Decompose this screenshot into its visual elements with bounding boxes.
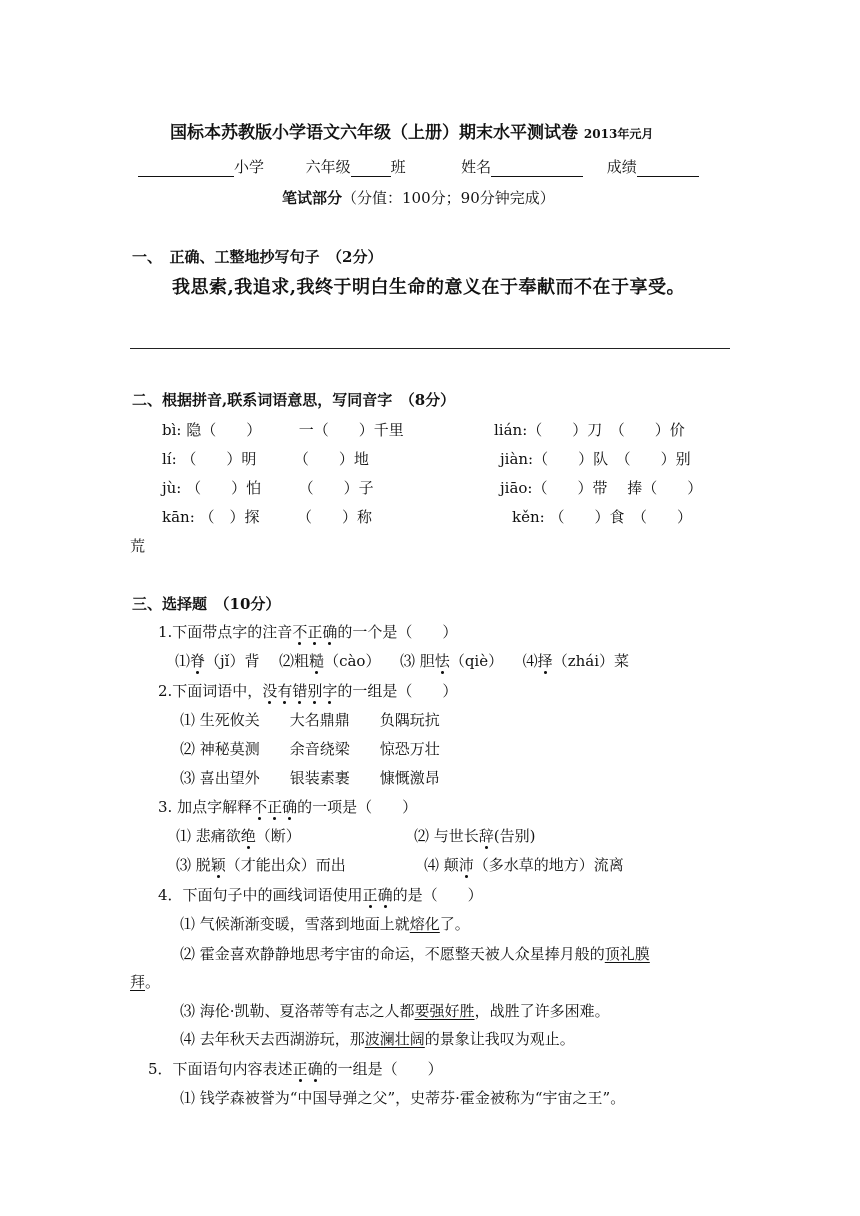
page-title xyxy=(170,118,653,143)
emphasis-char: 没 xyxy=(262,682,278,700)
q3-opt4-pre: ⑷ 颠 xyxy=(424,856,459,874)
q5-stem-dotted xyxy=(293,1060,323,1078)
section-1-heading: 一、 正确、工整地抄写句子 （2分） xyxy=(132,248,383,266)
pinyin-row-2-right: jiàn:（ ）队 （ ）别 xyxy=(500,450,691,468)
section-1-sentence: 我思索,我追求,我终于明白生命的意义在于奉献而不在于享受。 xyxy=(172,277,686,298)
q2-stem-post: 的一组是（ ） xyxy=(337,682,458,700)
emphasis-char: 确 xyxy=(282,798,298,816)
q1-opt3-post: （qiè） xyxy=(449,652,504,670)
q3-opt-1 xyxy=(176,825,301,846)
q1-opt1-post: （jǐ）背 xyxy=(205,652,260,670)
q3-opt3-dot: 颖 xyxy=(210,856,226,874)
q4-opt2-pre: ⑵ 霍金喜欢静静地思考宇宙的命运，不愿整天被人众星捧月般的 xyxy=(180,945,605,963)
q3-stem-dotted xyxy=(252,798,297,816)
q3-opt2-dot: 辞 xyxy=(478,827,494,845)
q4-opt1-underlined: 熔化 xyxy=(409,915,440,933)
q4-opt1-pre: ⑴ 气候渐渐变暖，雪落到地面上就 xyxy=(180,915,410,933)
emphasis-char: 别 xyxy=(307,682,323,700)
q5-stem-post: 的一组是（ ） xyxy=(322,1060,443,1078)
q4-stem-post: 的是（ ） xyxy=(392,886,483,904)
q3-stem-pre: 3. 加点字解释 xyxy=(158,798,253,816)
q2-r2-c: 惊恐万壮 xyxy=(379,740,440,758)
score-blank[interactable] xyxy=(637,160,699,177)
student-info-line xyxy=(138,156,699,177)
pinyin-row-4-right: kěn: （ ）食 （ ） xyxy=(512,508,692,526)
q1-opt2-dot: 糙 xyxy=(309,652,325,670)
emphasis-char: 不 xyxy=(292,623,308,641)
emphasis-char: 有 xyxy=(277,682,293,700)
score-label: 成绩 xyxy=(606,158,637,176)
q4-opt2-underlined-wrap: 拜 xyxy=(130,973,146,991)
pinyin-row-3-left: jù: （ ）怕 （ ）子 xyxy=(162,479,374,497)
q1-opt1-dot: 脊 xyxy=(190,652,206,670)
section-2-heading: 二、根据拼音,联系词语意思，写同音字 （8分） xyxy=(132,391,456,409)
q1-stem xyxy=(158,621,457,642)
pinyin-row-1-left: bì: 隐（ ） 一（ ）千里 xyxy=(162,421,404,439)
q2-r2-a: ⑵ 神秘莫测 xyxy=(180,740,260,758)
q4-stem xyxy=(158,884,483,905)
subtitle xyxy=(282,187,555,208)
q4-opt-1 xyxy=(180,913,470,934)
q4-opt1-post: 了。 xyxy=(439,915,470,933)
subtitle-detail: （分值：100分；90分钟完成） xyxy=(342,189,555,207)
q2-r3-c: 慷慨激昂 xyxy=(379,769,440,787)
q1-opt4-post: （zhái）菜 xyxy=(552,652,629,670)
q2-row-1 xyxy=(180,709,440,730)
pinyin-row-2-left: lí: （ ）明 （ ）地 xyxy=(162,450,369,468)
emphasis-char: 正 xyxy=(362,886,378,904)
q2-stem-pre: 2.下面词语中， xyxy=(158,682,263,700)
q2-row-3 xyxy=(180,767,440,788)
q1-opt2-pre: ⑵粗 xyxy=(279,652,310,670)
copy-answer-line[interactable] xyxy=(130,348,730,349)
q1-stem-pre: 1.下面带点字的注音 xyxy=(158,623,293,641)
q3-opt2-pre: ⑵ 与世长 xyxy=(414,827,479,845)
name-blank[interactable] xyxy=(491,160,583,177)
q1-options xyxy=(175,650,629,671)
school-label: 小学 xyxy=(234,158,265,176)
school-blank[interactable] xyxy=(138,160,234,177)
q4-opt-2 xyxy=(180,943,650,964)
pinyin-row-4-wrap: 荒 xyxy=(130,537,146,555)
q3-stem-post: 的一项是（ ） xyxy=(297,798,418,816)
q2-r1-c: 负隅玩抗 xyxy=(379,711,440,729)
emphasis-char: 正 xyxy=(267,798,283,816)
q2-stem-dotted xyxy=(262,682,337,700)
q2-stem xyxy=(158,680,457,701)
q5-stem xyxy=(148,1058,443,1079)
emphasis-char: 不 xyxy=(252,798,268,816)
q3-opt-3 xyxy=(176,854,346,875)
q1-opt1-pre: ⑴ xyxy=(175,652,191,670)
q3-opt4-dot: 沛 xyxy=(458,856,474,874)
emphasis-char: 正 xyxy=(292,1060,308,1078)
q4-opt4-underlined: 波澜壮阔 xyxy=(364,1030,425,1048)
emphasis-char: 字 xyxy=(322,682,338,700)
q3-stem xyxy=(158,796,417,817)
q4-opt-3 xyxy=(180,1000,610,1021)
q3-opt1-dot: 绝 xyxy=(240,827,256,845)
q4-opt-2-wrap xyxy=(130,971,160,992)
q3-opt-2 xyxy=(414,825,536,846)
name-label: 姓名 xyxy=(461,158,492,176)
q2-r1-a: ⑴ 生死攸关 xyxy=(180,711,260,729)
class-blank[interactable] xyxy=(351,160,391,177)
q2-r1-b: 大名鼎鼎 xyxy=(289,711,350,729)
emphasis-char: 确 xyxy=(307,1060,323,1078)
emphasis-char: 正 xyxy=(307,623,323,641)
q4-opt4-pre: ⑷ 去年秋天去西湖游玩，那 xyxy=(180,1030,365,1048)
class-label: 班 xyxy=(390,158,406,176)
q1-opt3-pre: ⑶ 胆 xyxy=(400,652,435,670)
grade-label: 六年级 xyxy=(305,158,351,176)
q4-opt3-underlined: 要强好胜 xyxy=(414,1002,475,1020)
exam-date: 2013年元月 xyxy=(583,127,654,141)
q2-row-2 xyxy=(180,738,440,759)
q1-opt4-dot: 择 xyxy=(537,652,553,670)
q4-opt-4 xyxy=(180,1028,575,1049)
q1-opt3-dot: 怯 xyxy=(434,652,450,670)
q3-opt1-post: （断） xyxy=(255,827,301,845)
pinyin-row-1-right: lián:（ ）刀 （ ）价 xyxy=(494,421,685,439)
pinyin-row-3-right: jiāo:（ ）带 捧（ ） xyxy=(500,479,703,497)
q4-opt3-post: ，战胜了许多困难。 xyxy=(474,1002,610,1020)
q2-r2-b: 余音绕梁 xyxy=(289,740,350,758)
q1-opt2-post: （cào） xyxy=(324,652,381,670)
q4-opt2-underlined: 顶礼膜 xyxy=(604,945,650,963)
q1-opt4-pre: ⑷ xyxy=(522,652,538,670)
q1-stem-post: 的一个是（ ） xyxy=(337,623,458,641)
q4-stem-pre: 4．下面句子中的画线词语使用 xyxy=(158,886,363,904)
q3-opt1-pre: ⑴ 悲痛欲 xyxy=(176,827,241,845)
q4-stem-dotted xyxy=(363,886,393,904)
q3-opt3-post: （才能出众）而出 xyxy=(225,856,346,874)
q4-opt4-post: 的景象让我叹为观止。 xyxy=(424,1030,575,1048)
exam-title: 国标本苏教版小学语文六年级（上册）期末水平测试卷 xyxy=(170,123,578,143)
q3-opt3-pre: ⑶ 脱 xyxy=(176,856,211,874)
emphasis-char: 确 xyxy=(322,623,338,641)
q3-opt2-post: (告别) xyxy=(493,827,536,845)
q2-r3-b: 银装素裹 xyxy=(289,769,350,787)
pinyin-row-4-left: kān: （ ）探 （ ）称 xyxy=(162,508,373,526)
q4-opt3-pre: ⑶ 海伦·凯勒、夏洛蒂等有志之人都 xyxy=(180,1002,415,1020)
q5-stem-pre: 5．下面语句内容表述 xyxy=(148,1060,293,1078)
q4-opt2-post: 。 xyxy=(145,973,161,991)
subtitle-bold: 笔试部分 xyxy=(282,189,343,207)
section-3-heading: 三、选择题 （10分） xyxy=(132,595,281,613)
q5-opt-1: ⑴ 钱学森被誉为“中国导弹之父”，史蒂芬·霍金被称为“宇宙之王”。 xyxy=(180,1089,626,1107)
q3-opt-4 xyxy=(424,854,624,875)
q3-opt4-post: （多水草的地方）流离 xyxy=(473,856,624,874)
q2-r3-a: ⑶ 喜出望外 xyxy=(180,769,260,787)
emphasis-char: 确 xyxy=(377,886,393,904)
emphasis-char: 错 xyxy=(292,682,308,700)
q1-stem-dotted xyxy=(292,623,337,641)
